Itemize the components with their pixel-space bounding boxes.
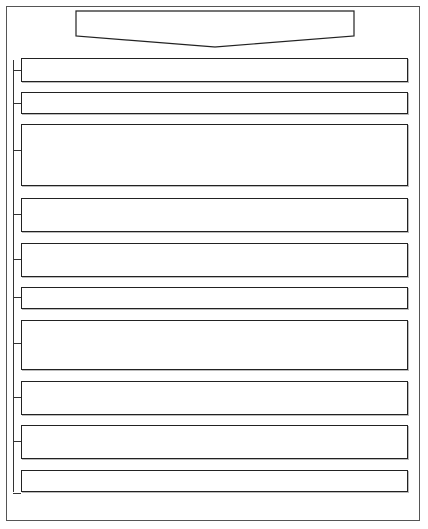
factor-box	[21, 381, 408, 415]
factor-box	[21, 243, 408, 277]
connector-stub	[13, 343, 21, 344]
connector-stub	[13, 397, 21, 398]
diagram-title	[75, 10, 355, 48]
title-banner	[75, 10, 355, 48]
connector-stub	[13, 214, 21, 215]
factor-box	[21, 425, 408, 459]
factor-box	[21, 470, 408, 492]
factor-box	[21, 198, 408, 232]
factor-box	[21, 287, 408, 309]
factor-box	[21, 320, 408, 370]
factor-box	[21, 124, 408, 186]
connector-stub	[13, 493, 21, 494]
factor-box	[21, 92, 408, 114]
connector-stub	[13, 103, 21, 104]
connector-stub	[13, 70, 21, 71]
factor-box	[21, 494, 408, 506]
connector-spine	[13, 60, 14, 492]
connector-stub	[13, 441, 21, 442]
factor-box	[21, 507, 408, 519]
factor-box	[21, 58, 408, 82]
connector-stub	[13, 297, 21, 298]
connector-stub	[13, 259, 21, 260]
connector-stub	[13, 150, 21, 151]
